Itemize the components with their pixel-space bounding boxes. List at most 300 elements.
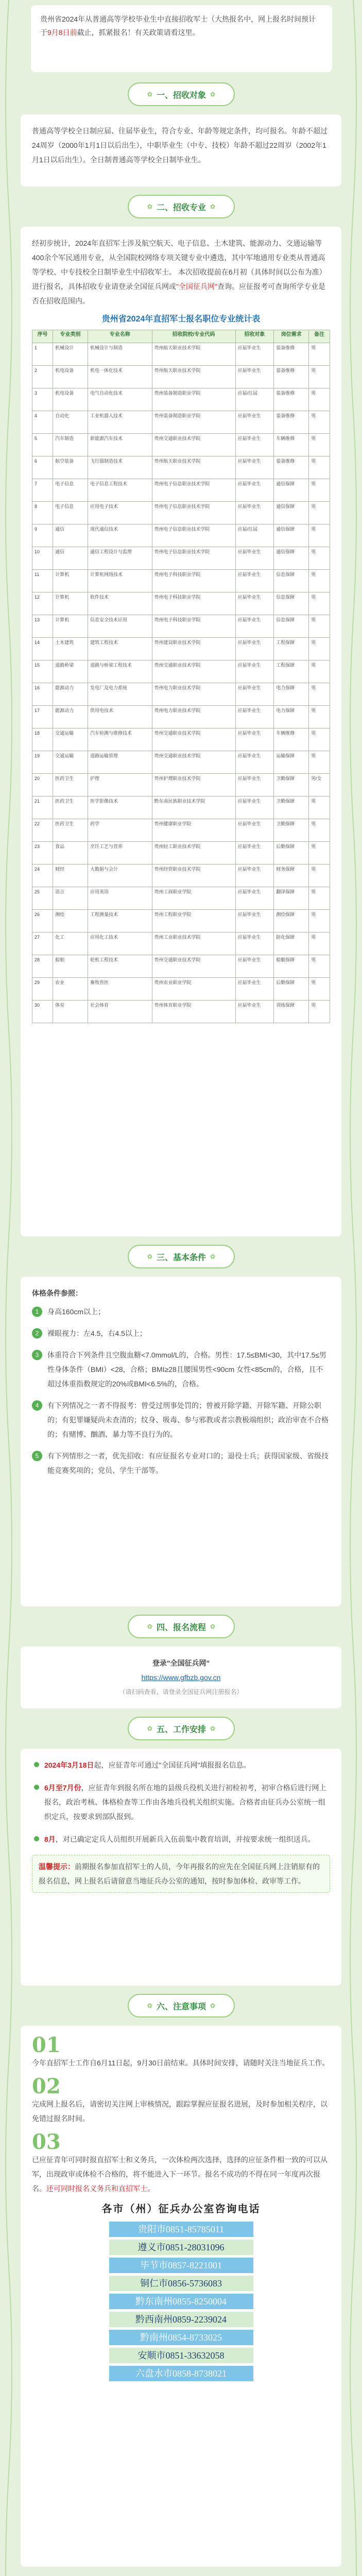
table-cell: 21 xyxy=(32,796,53,819)
table-cell: 应届毕业生 xyxy=(235,683,274,706)
table-cell: 畜牧兽医 xyxy=(88,978,152,1001)
note-text xyxy=(32,2153,330,2196)
table-cell: 贵州健康职业学院 xyxy=(152,819,235,842)
table-title: 贵州省2024年直招军士报名职位专业统计表 xyxy=(101,315,261,324)
table-cell: 贵州电子科技职业学院 xyxy=(152,570,235,592)
timeline-item xyxy=(44,1758,330,1772)
table-cell: 卫勤保障 xyxy=(274,796,309,819)
table-header-cell: 序号 xyxy=(32,330,53,343)
table-cell: 男 xyxy=(309,910,330,933)
table-cell: 应用电子技术 xyxy=(88,502,152,524)
table-cell: 贵州工程职业学院 xyxy=(152,910,235,933)
table-cell: 工程保障 xyxy=(274,660,309,683)
table-body xyxy=(32,343,330,1023)
table-cell: 通信 xyxy=(53,547,88,570)
table-cell: 交通运输 xyxy=(53,728,88,751)
table-cell: 20 xyxy=(32,774,53,796)
table-row xyxy=(32,751,330,774)
section-banner-1 xyxy=(128,82,235,106)
table-cell: 后勤保障 xyxy=(274,978,309,1001)
table-cell: 医药卫生 xyxy=(53,819,88,842)
table-cell: 1 xyxy=(32,343,53,366)
condition-number: 3 xyxy=(32,1350,42,1360)
table-cell: 应届毕业生 xyxy=(235,751,274,774)
note-body: 已应征青年可同时报直招军士和义务兵，一次体检两次选择，选择的应征条件相一致的可以从军，出现政审或体检不合格的，将不能进入下一环节。报名不成功的不得在同一年度再次报名。 xyxy=(32,2156,327,2193)
table-cell: 贵州航天职业技术学院 xyxy=(152,343,235,366)
notes-list xyxy=(32,2035,330,2196)
condition-number: 2 xyxy=(32,1328,42,1338)
table-cell: 贵州电力职业技术学院 xyxy=(152,706,235,728)
table-cell: 30 xyxy=(32,1001,53,1023)
table-cell: 测绘保障 xyxy=(274,910,309,933)
table-cell: 男 xyxy=(309,842,330,865)
table-row xyxy=(32,933,330,955)
condition-text: 体重符合下列条件且空腹血糖<7.0mmol/L的，合格。男性：17.5≤BMI<30，其中17.5≤男性身体条件（BMI）<28，合格；BMI≥28且腰围男性<90cm 女性<85cm的，合格，且不超过体重指数规定的20%或BMI<6.5%的，合格。 xyxy=(47,1351,327,1388)
table-cell: 男 xyxy=(309,366,330,388)
major-p2: 本次招收提前在6月初（具体时间以公布为准）进行报名，具体招收专业请登录全国征兵网或 xyxy=(32,268,326,291)
section-title: 四、报名流程 xyxy=(156,1623,206,1632)
major-p1: 经初步统计，2024年直招军士涉及航空航天、电子信息、土木建筑、能源动力、交通运输等400余个军民通用专业，从全国院校网络专项关键专业中遴选，其中军地通用专业类从普通高等学校、中专技校全日制毕业生中招收军士。 xyxy=(32,239,325,276)
table-cell: 8 xyxy=(32,502,53,524)
table-row xyxy=(32,910,330,933)
table-cell: 男 xyxy=(309,955,330,978)
table-cell: 药学 xyxy=(88,819,152,842)
note-step xyxy=(32,2035,330,2070)
table-cell: 工程测量技术 xyxy=(88,910,152,933)
table-row xyxy=(32,1001,330,1023)
table-row xyxy=(32,615,330,638)
table-cell: 电气自动化技术 xyxy=(88,388,152,411)
table-cell: 机电设备 xyxy=(53,366,88,388)
table-cell: 28 xyxy=(32,955,53,978)
table-cell: 应届毕业生 xyxy=(235,865,274,887)
section-title: 一、招收对象 xyxy=(156,91,206,100)
note-step xyxy=(32,2132,330,2196)
phone-row: 贵阳市0851-85785011 xyxy=(109,2222,253,2237)
table-cell: 体育 xyxy=(53,1001,88,1023)
table-cell: 应届毕业生 xyxy=(235,842,274,865)
table-header-cell: 专业类别 xyxy=(53,330,88,343)
note-body: 完成网上报名后，请密切关注网上审核情况，跟踪掌握应征报名进展，及时参加相关程序，以免错过报名时间。 xyxy=(32,2100,327,2123)
table-cell: 工程保障 xyxy=(274,638,309,660)
table-row xyxy=(32,524,330,547)
recruit-target-text: 普通高等学校全日制应届、往届毕业生，符合专业、年龄等规定条件，均可报名。年龄不超过24周岁（2000年1月1日以后出生），中职毕业生（中专、技校）年龄不超过22周岁（2002年1月1日以后出生）。全日制普通高等学校全日制毕业生。 xyxy=(32,127,327,164)
table-header-cell: 招收院校/专业代码 xyxy=(152,330,235,343)
leaf-icon: ✿ xyxy=(210,203,216,210)
table-row xyxy=(32,887,330,910)
table-cell: 航空装备 xyxy=(53,456,88,479)
table-row xyxy=(32,479,330,502)
recruit-target-card xyxy=(21,114,341,187)
table-cell: 男 xyxy=(309,978,330,1001)
phone-row: 六盘水市0858-8738021 xyxy=(109,2366,253,2381)
leaf-icon: ✿ xyxy=(147,91,152,98)
table-cell: 男 xyxy=(309,728,330,751)
table-cell: 贵州电子科技职业学院 xyxy=(152,615,235,638)
tip-label: 温馨提示： xyxy=(39,1862,75,1871)
table-cell: 贵州经贸职业技术学院 xyxy=(152,865,235,887)
table-cell: 通信 xyxy=(53,524,88,547)
table-row xyxy=(32,592,330,615)
table-row xyxy=(32,411,330,434)
table-cell: 应届毕业生 xyxy=(235,638,274,660)
major-intro xyxy=(32,236,330,308)
table-cell: 应届毕业生 xyxy=(235,955,274,978)
table-cell: 轮机工程技术 xyxy=(88,955,152,978)
table-row xyxy=(32,434,330,456)
table-cell: 7 xyxy=(32,479,53,502)
table-row xyxy=(32,388,330,411)
table-cell: 船舶 xyxy=(53,955,88,978)
table-cell: 24 xyxy=(32,865,53,887)
table-row xyxy=(32,683,330,706)
condition-item xyxy=(32,1326,330,1341)
table-cell: 4 xyxy=(32,411,53,434)
timeline-date: 8月 xyxy=(44,1835,56,1843)
table-cell: 信息安全技术应用 xyxy=(88,615,152,638)
table-cell: 男 xyxy=(309,819,330,842)
table-row xyxy=(32,774,330,796)
leaf-icon: ✿ xyxy=(147,2002,152,2009)
table-cell: 贵州建设职业技术学院 xyxy=(152,638,235,660)
table-cell: 护理 xyxy=(88,774,152,796)
schedule-card xyxy=(21,1749,341,1986)
table-cell: 应届毕业生 xyxy=(235,366,274,388)
table-cell: 男 xyxy=(309,660,330,683)
condition-item xyxy=(32,1449,330,1478)
table-cell: 计算机 xyxy=(53,592,88,615)
table-cell: 应届/往届 xyxy=(235,524,274,547)
section-banner-4 xyxy=(128,1615,235,1638)
table-header-cell: 专业名称 xyxy=(88,330,152,343)
table-cell: 应届毕业生 xyxy=(235,660,274,683)
table-row xyxy=(32,343,330,366)
table-cell: 应届毕业生 xyxy=(235,547,274,570)
note-number: 01 xyxy=(32,2033,61,2057)
table-cell: 贵州交通职业技术学院 xyxy=(152,728,235,751)
table-cell: 社会体育 xyxy=(88,1001,152,1023)
table-row xyxy=(32,366,330,388)
timeline-dot-icon xyxy=(34,1836,39,1841)
leaf-icon: ✿ xyxy=(210,1725,216,1732)
note-number: 02 xyxy=(32,2074,61,2098)
table-cell: 应届/往届 xyxy=(235,388,274,411)
table-cell: 贵州电子信息职业技术学院 xyxy=(152,502,235,524)
table-cell: 应届毕业生 xyxy=(235,910,274,933)
schedule-timeline xyxy=(32,1758,330,1846)
phone-row: 铜仁市0856-5736083 xyxy=(109,2276,253,2291)
table-header-cell: 招收对象 xyxy=(235,330,274,343)
condition-text: 裸眼视力：左4.5，右4.5以上； xyxy=(47,1329,147,1337)
table-cell: 27 xyxy=(32,933,53,955)
table-cell: 交通运输 xyxy=(53,751,88,774)
note-highlight: 还可同时报名义务兵和直招军士。 xyxy=(46,2184,154,2193)
table-cell: 建筑工程技术 xyxy=(88,638,152,660)
table-cell: 29 xyxy=(32,978,53,1001)
conscription-site-link[interactable]: "全国征兵网" xyxy=(176,282,217,291)
table-cell: 应届毕业生 xyxy=(235,819,274,842)
table-cell: 应用化工技术 xyxy=(88,933,152,955)
table-cell: 应届毕业生 xyxy=(235,456,274,479)
table-cell: 男 xyxy=(309,411,330,434)
table-cell: 大数据与会计 xyxy=(88,865,152,887)
table-cell: 车辆维修 xyxy=(274,434,309,456)
table-cell: 应届毕业生 xyxy=(235,728,274,751)
table-cell: 食品 xyxy=(53,842,88,865)
recruit-major-card xyxy=(21,227,341,1236)
table-cell: 通信保障 xyxy=(274,479,309,502)
timeline-text: ，对已确定定兵人员组织开展新兵入伍前集中教育培训，并按要求统一组织送兵。 xyxy=(55,1835,315,1843)
table-row xyxy=(32,456,330,479)
table-cell: 财经 xyxy=(53,865,88,887)
tip-text: 前期报名参加直招军士的人员，今年再报名的应先在全国征兵网上注销原有的报名信息，网上报名后请留意当地征兵办公室的通知，按时参加体检、政审等工作。 xyxy=(39,1862,320,1885)
table-cell: 化工 xyxy=(53,933,88,955)
apply-card xyxy=(21,1647,341,1708)
timeline-item xyxy=(44,1832,330,1846)
table-cell: 汽车检测与维修技术 xyxy=(88,728,152,751)
note-step xyxy=(32,2076,330,2126)
table-cell: 医药卫生 xyxy=(53,774,88,796)
phone-row: 黔东南州0855-8250004 xyxy=(109,2294,253,2309)
table-cell: 贵州电力职业技术学院 xyxy=(152,683,235,706)
right-vine-decoration xyxy=(344,0,362,2576)
major-p3: 查询。应征报考可查询所学专业是否在招收范围内。 xyxy=(32,282,325,305)
timeline-date: 2024年3月18日 xyxy=(44,1761,94,1769)
condition-item xyxy=(32,1304,330,1319)
table-cell: 训练保障 xyxy=(274,1001,309,1023)
notes-card xyxy=(21,2026,341,2567)
phone-row: 遵义市0851-28031096 xyxy=(109,2240,253,2255)
table-cell: 贵州装备制造职业学院 xyxy=(152,388,235,411)
table-row xyxy=(32,638,330,660)
table-cell: 应届毕业生 xyxy=(235,796,274,819)
condition-number: 4 xyxy=(32,1400,42,1411)
table-cell: 男 xyxy=(309,434,330,456)
table-cell: 贵州电子科技职业学院 xyxy=(152,592,235,615)
phone-row: 黔南州0854-8733025 xyxy=(109,2330,253,2345)
table-cell: 卫勤保障 xyxy=(274,819,309,842)
table-cell: 应用英语 xyxy=(88,887,152,910)
intro-deadline: 9月8日前 xyxy=(47,28,77,37)
condition-item xyxy=(32,1398,330,1442)
table-cell: 船艇保障 xyxy=(274,955,309,978)
phone-row: 毕节市0857-8221001 xyxy=(109,2258,253,2273)
table-cell: 贵州交通职业技术学院 xyxy=(152,660,235,683)
table-cell: 14 xyxy=(32,638,53,660)
note-text xyxy=(32,2056,330,2070)
table-cell: 应届毕业生 xyxy=(235,978,274,1001)
section-banner-6 xyxy=(128,1994,235,2018)
table-header-row xyxy=(32,330,330,343)
table-cell: 机械设计与制造 xyxy=(88,343,152,366)
table-cell: 贵州装备制造职业学院 xyxy=(152,411,235,434)
table-cell: 自动化 xyxy=(53,411,88,434)
table-row xyxy=(32,660,330,683)
intro-card xyxy=(31,5,332,72)
timeline-dot-icon xyxy=(34,1762,39,1767)
table-cell: 软件技术 xyxy=(88,592,152,615)
table-row xyxy=(32,570,330,592)
table-cell: 装备维修 xyxy=(274,343,309,366)
table-cell: 医学影像技术 xyxy=(88,796,152,819)
table-cell: 17 xyxy=(32,706,53,728)
condition-number: 5 xyxy=(32,1451,42,1461)
table-cell: 11 xyxy=(32,570,53,592)
table-cell: 信息保障 xyxy=(274,615,309,638)
condition-number: 1 xyxy=(32,1307,42,1317)
table-cell: 贵州电子信息职业技术学院 xyxy=(152,479,235,502)
leaf-icon: ✿ xyxy=(210,91,216,98)
table-cell: 电子信息 xyxy=(53,479,88,502)
table-cell: 应届毕业生 xyxy=(235,933,274,955)
section-banner-3 xyxy=(128,1245,235,1268)
table-cell: 后勤保障 xyxy=(274,842,309,865)
table-cell: 12 xyxy=(32,592,53,615)
table-header-cell: 备注 xyxy=(309,330,330,343)
table-cell: 语言 xyxy=(53,887,88,910)
phone-row: 安顺市0851-33632058 xyxy=(109,2348,253,2363)
table-cell: 道路桥梁 xyxy=(53,660,88,683)
table-cell: 男 xyxy=(309,751,330,774)
table-cell: 男 xyxy=(309,524,330,547)
table-cell: 应届毕业生 xyxy=(235,706,274,728)
table-cell: 25 xyxy=(32,887,53,910)
note-text xyxy=(32,2097,330,2126)
table-cell: 贵州交通职业技术学院 xyxy=(152,434,235,456)
table-cell: 装备维修 xyxy=(274,388,309,411)
note-body: 今年直招军士工作自6月11日起，9月30日前结束。具体时间安排，请随时关注当地征兵工作。 xyxy=(32,2059,330,2067)
table-cell: 男 xyxy=(309,479,330,502)
table-row xyxy=(32,502,330,524)
conscription-url-link[interactable]: https://www.gfbzb.gov.cn xyxy=(141,1673,221,1682)
table-cell: 电力保障 xyxy=(274,683,309,706)
table-cell: 装备维修 xyxy=(274,456,309,479)
table-cell: 黔东南民族职业技术学院 xyxy=(152,796,235,819)
table-cell: 车辆维修 xyxy=(274,728,309,751)
majors-table xyxy=(32,330,330,1023)
table-cell: 男 xyxy=(309,706,330,728)
table-cell: 男/女 xyxy=(309,774,330,796)
table-cell: 财务保障 xyxy=(274,865,309,887)
table-cell: 道路运输管理 xyxy=(88,751,152,774)
intro-text-1: 贵州省2024年从普通高等学校毕业生中直接招收军士（大热报名中，网上报名时间预计于 xyxy=(40,15,316,37)
table-cell: 贵州轻工职业技术学院 xyxy=(152,842,235,865)
table-cell: 13 xyxy=(32,615,53,638)
conditions-list xyxy=(32,1304,330,1478)
table-cell: 应届毕业生 xyxy=(235,774,274,796)
table-cell: 装备维修 xyxy=(274,411,309,434)
table-cell: 应届毕业生 xyxy=(235,411,274,434)
table-cell: 18 xyxy=(32,728,53,751)
table-cell: 烹饪工艺与营养 xyxy=(88,842,152,865)
section-title: 六、注意事项 xyxy=(156,2002,206,2011)
table-cell: 3 xyxy=(32,388,53,411)
left-vine-decoration xyxy=(0,0,18,2576)
table-cell: 现代通信技术 xyxy=(88,524,152,547)
table-row xyxy=(32,842,330,865)
table-cell: 应届毕业生 xyxy=(235,343,274,366)
table-cell: 应届毕业生 xyxy=(235,479,274,502)
section-title: 二、招收专业 xyxy=(156,203,206,212)
table-cell: 电子信息 xyxy=(53,502,88,524)
table-cell: 农业 xyxy=(53,978,88,1001)
leaf-icon: ✿ xyxy=(210,1623,216,1630)
table-cell: 贵州农业职业学院 xyxy=(152,978,235,1001)
table-cell: 供用电技术 xyxy=(88,706,152,728)
table-cell: 能源动力 xyxy=(53,683,88,706)
table-cell: 工业机器人技术 xyxy=(88,411,152,434)
table-cell: 通信保障 xyxy=(274,547,309,570)
phone-row: 黔西南州0859-2239024 xyxy=(109,2312,253,2327)
table-cell: 应届毕业生 xyxy=(235,434,274,456)
table-cell: 贵州航天职业技术学院 xyxy=(152,456,235,479)
apply-note: （请扫码查看、请登录全国征兵网注册报名） xyxy=(119,1688,243,1696)
table-cell: 26 xyxy=(32,910,53,933)
table-cell: 防化保障 xyxy=(274,933,309,955)
leaf-icon: ✿ xyxy=(210,1253,216,1260)
table-cell: 信息保障 xyxy=(274,592,309,615)
table-cell: 土木建筑 xyxy=(53,638,88,660)
section-banner-2 xyxy=(128,195,235,218)
table-cell: 贵州工商职业学院 xyxy=(152,887,235,910)
timeline-dot-icon xyxy=(34,1785,39,1790)
condition-text: 有下列情形之一者，优先招收：有应征报名专业对口的；退役士兵；获得国家级、省级技能竞赛奖项的；党员、学生干部等。 xyxy=(47,1452,329,1475)
table-row xyxy=(32,978,330,1001)
table-cell: 应届毕业生 xyxy=(235,1001,274,1023)
table-cell: 卫勤保障 xyxy=(274,774,309,796)
table-cell: 男 xyxy=(309,343,330,366)
leaf-icon: ✿ xyxy=(147,1623,152,1630)
table-cell: 16 xyxy=(32,683,53,706)
table-cell: 10 xyxy=(32,547,53,570)
table-cell: 机械设计 xyxy=(53,343,88,366)
phone-board xyxy=(89,2202,274,2381)
table-cell: 新能源汽车技术 xyxy=(88,434,152,456)
section-banner-5 xyxy=(128,1717,235,1740)
table-row xyxy=(32,796,330,819)
table-cell: 贵州航天职业技术学院 xyxy=(152,366,235,388)
table-cell: 贵州交通职业技术学院 xyxy=(152,751,235,774)
table-header-cell: 岗位需求 xyxy=(274,330,309,343)
table-cell: 应届毕业生 xyxy=(235,592,274,615)
table-row xyxy=(32,865,330,887)
leaf-icon: ✿ xyxy=(210,2002,216,2009)
timeline-text: 起，应征青年可通过"全国征兵网"填报报名信息。 xyxy=(94,1761,251,1769)
table-cell: 贵州工业职业技术学院 xyxy=(152,933,235,955)
table-cell: 机电一体化技术 xyxy=(88,366,152,388)
table-cell: 计算机 xyxy=(53,570,88,592)
table-cell: 男 xyxy=(309,502,330,524)
table-cell: 发电厂及电力系统 xyxy=(88,683,152,706)
intro-text-2: 截止，抓紧报名！有关政策请看这里。 xyxy=(77,28,200,37)
table-cell: 23 xyxy=(32,842,53,865)
table-cell: 贵州电子信息职业技术学院 xyxy=(152,547,235,570)
table-cell: 19 xyxy=(32,751,53,774)
phone-list xyxy=(89,2222,274,2381)
timeline-item xyxy=(44,1781,330,1824)
table-cell: 信息保障 xyxy=(274,570,309,592)
table-cell: 应届毕业生 xyxy=(235,887,274,910)
table-cell: 贵州体育职业学院 xyxy=(152,1001,235,1023)
condition-text: 身高160cm以上； xyxy=(47,1308,106,1316)
table-cell: 男 xyxy=(309,865,330,887)
table-cell: 男 xyxy=(309,592,330,615)
table-cell: 汽车制造 xyxy=(53,434,88,456)
table-cell: 机电设备 xyxy=(53,388,88,411)
table-cell: 贵州交通职业技术学院 xyxy=(152,955,235,978)
table-cell: 5 xyxy=(32,434,53,456)
table-cell: 男 xyxy=(309,683,330,706)
